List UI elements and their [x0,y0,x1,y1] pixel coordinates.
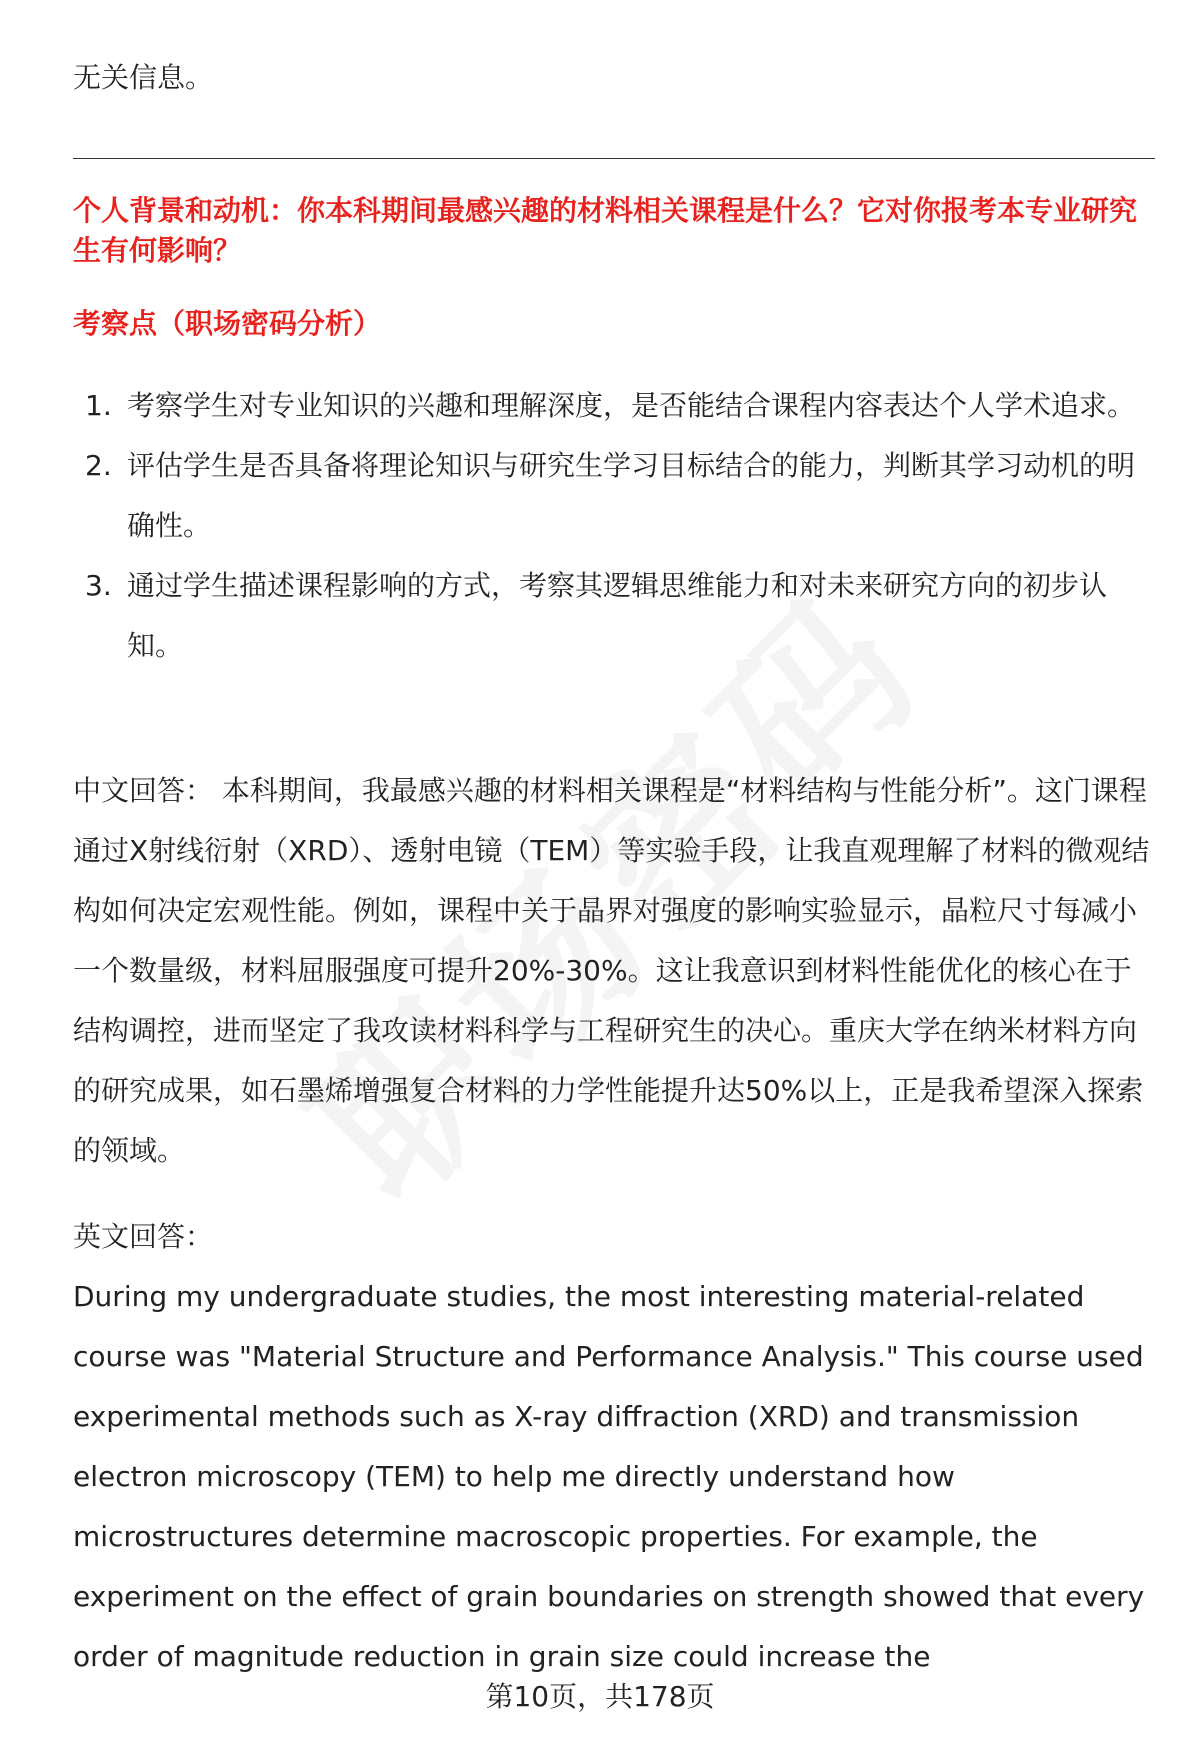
divider [73,158,1155,159]
english-answer-label: 英文回答： [73,1220,214,1253]
list-item-number: 3. [85,569,112,602]
page-footer: 第10页，共178页 [485,1680,715,1713]
list-item-text: 评估学生是否具备将理论知识与研究生学习目标结合的能力，判断其学习动机的明确性。 [127,449,1136,542]
section-title: 考察点（职场密码分析） [73,307,382,340]
list-item-text: 通过学生描述课程影响的方式，考察其逻辑思维能力和对未来研究方向的初步认知。 [127,569,1108,662]
list-item [73,376,1155,436]
assessment-points-list [73,376,1155,676]
list-item-text: 考察学生对专业知识的兴趣和理解深度，是否能结合课程内容表达个人学术追求。 [127,389,1136,422]
chinese-answer: 中文回答： 本科期间，我最感兴趣的材料相关课程是“材料结构与性能分析”。这门课程通过X射线衍射（XRD）、透射电镜（TEM）等实验手段，让我直观理解了材料的微观结构如何决定宏观性能。例如，课程中关于晶界对强度的影响实验显示，晶粒尺寸每减小一个数量级，材料屈服强度可提升20%-30%。这让我意识到材料性能优化的核心在于结构调控，进而坚定了我攻读材料科学与工程研究生的决心。重庆大学在纳米材料方向的研究成果，如石墨烯增强复合材料的力学性能提升达50%以上，正是我希望深入探索的领域。 [73,774,1150,1167]
list-item-number: 2. [85,449,112,482]
question-heading: 个人背景和动机：你本科期间最感兴趣的材料相关课程是什么？它对你报考本专业研究生有何影响？ [73,194,1138,267]
leading-text: 无关信息。 [73,61,214,94]
list-item-number: 1. [85,389,112,422]
list-item [73,436,1155,556]
english-answer: During my undergraduate studies, the most interesting material-related course was "Material Structure and Performance Analysis." This course used experimental methods such as X-ray diffraction (XRD) and transmission electron microscopy (TEM) to help me directly understand how microstructures determine macroscopic properties. For example, the experiment on the effect of grain boundaries on strength showed that every order of magnitude reduction in grain size could increase the [73,1280,1145,1673]
list-item [73,556,1155,676]
